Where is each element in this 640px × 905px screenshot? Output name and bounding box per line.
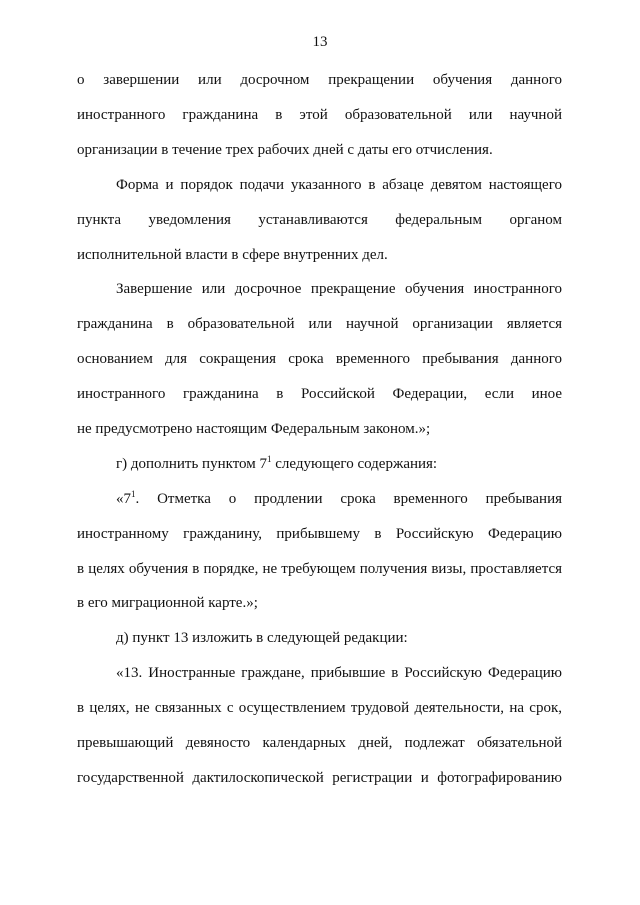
- text-line: в целях, не связанных с осуществлением трудовой деятельности, на срок,: [77, 700, 562, 716]
- text-line: гражданина в образовательной или научной организации является: [77, 316, 562, 332]
- item-d-line: д) пункт 13 изложить в следующей редакции:: [116, 630, 408, 646]
- text-line: основанием для сокращения срока временного пребывания данного: [77, 351, 562, 367]
- item-g-superscript: 1: [267, 454, 272, 464]
- text-line: в целях обучения в порядке, не требующем получения визы, проставляется: [77, 561, 562, 577]
- item-g-prefix: г) дополнить пунктом 7: [116, 456, 268, 472]
- text-line: в его миграционной карте.»;: [77, 595, 258, 611]
- item-g-rest: следующего содержания:: [275, 456, 438, 472]
- quote-item-number: «$7^1$.: [116, 489, 140, 507]
- text-line: превышающий девяносто календарных дней, подлежат обязательной: [77, 735, 562, 751]
- text-line: о завершении или досрочном прекращении обучения данного: [77, 72, 562, 88]
- text-line: государственной дактилоскопической регистрации и фотографированию: [77, 770, 562, 786]
- text-line: исполнительной власти в сфере внутренних дел.: [77, 247, 388, 263]
- paragraph-first-line: Завершение или досрочное прекращение обучения иностранного: [116, 281, 562, 297]
- text-line: не предусмотрено настоящим Федеральным законом.»;: [77, 421, 431, 437]
- text-line: пункта уведомления устанавливаются федеральным органом: [77, 212, 562, 228]
- item-g-line: [116, 454, 562, 474]
- page-number: 13: [312, 34, 328, 50]
- text-line: иностранного гражданина в Российской Федерации, если иное: [77, 386, 562, 402]
- paragraph-first-line: Форма и порядок подачи указанного в абзаце девятом настоящего: [116, 177, 562, 193]
- text-line: иностранному гражданину, прибывшему в Российскую Федерацию: [77, 526, 562, 542]
- quote-13-first-line: «13. Иностранные граждане, прибывшие в Российскую Федерацию: [116, 665, 562, 681]
- quote-text: Отметка о продлении срока временного пребывания: [157, 491, 563, 507]
- text-line: организации в течение трех рабочих дней с даты его отчисления.: [77, 142, 493, 158]
- quote-first-line: [116, 489, 562, 509]
- text-line: иностранного гражданина в этой образовательной или научной: [77, 107, 562, 123]
